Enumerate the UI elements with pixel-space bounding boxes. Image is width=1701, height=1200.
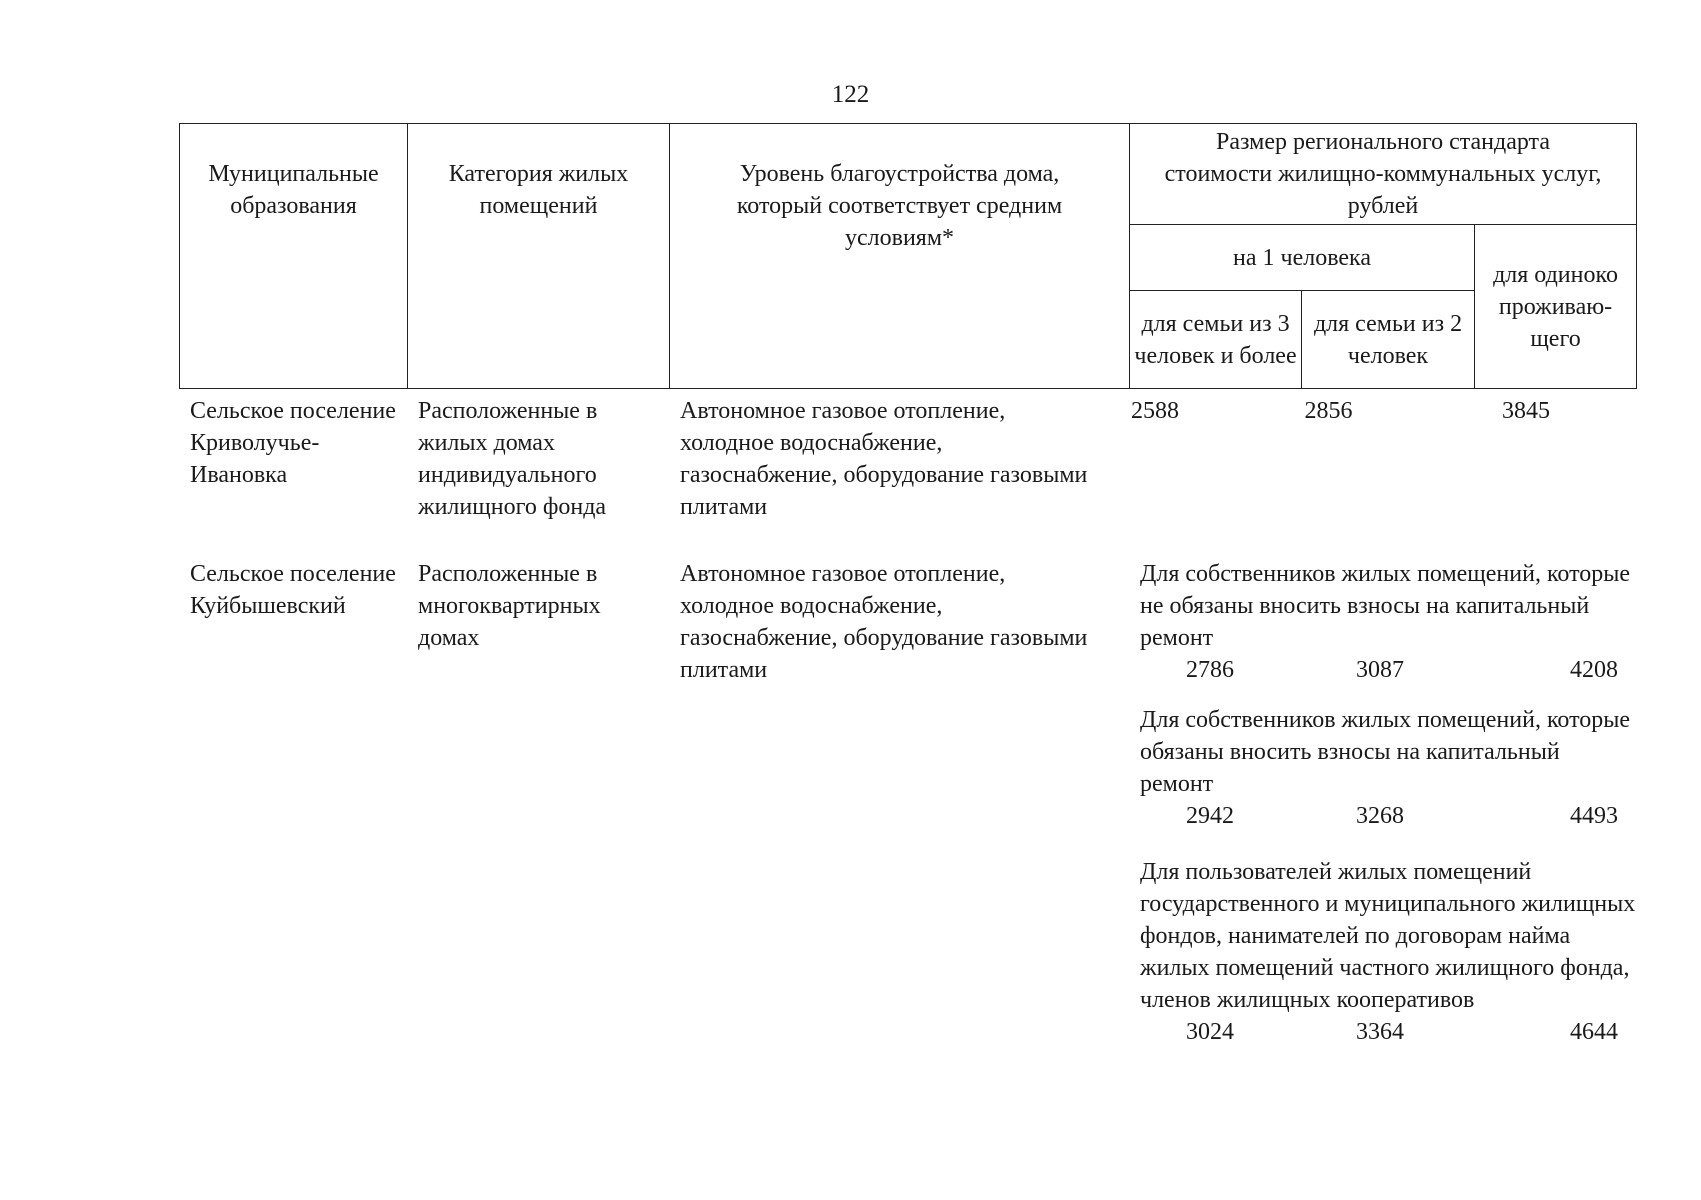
header-single-label: для одиноко проживаю-щего — [1493, 261, 1618, 352]
single-value: 3845 — [1502, 398, 1550, 424]
header-family2 — [1302, 291, 1475, 389]
tariff-values — [1140, 1016, 1636, 1048]
tariff-label: Для собственников жилых помещений, которые обязаны вносить взносы на капитальный ремонт — [1140, 707, 1631, 797]
header-level — [670, 124, 1130, 389]
tariff-values — [1140, 800, 1636, 832]
single-value: 4208 — [1570, 657, 1618, 683]
header-level-label: Уровень благоустройства дома, который соответствует средним условиям* — [736, 161, 1063, 251]
family3-value: 2786 — [1186, 657, 1234, 683]
family2-value: 2856 — [1304, 398, 1353, 424]
header-family3 — [1130, 291, 1302, 389]
municipality-cell: Сельское поселение Криволучье-Ивановка — [190, 398, 396, 488]
header-standard-group — [1130, 124, 1637, 225]
category-cell: Расположенные в жилых домах индивидуального жилищного фонда — [418, 398, 607, 520]
table-row — [179, 558, 1636, 1098]
level-cell: Автономное газовое отопление, холодное водоснабжение, газоснабжение, оборудование газовыми плитами — [680, 398, 1088, 520]
page-number: 122 — [831, 81, 870, 108]
municipality-cell: Сельское поселение Куйбышевский — [190, 561, 396, 619]
header-municipality-label: Муниципальные образования — [208, 161, 379, 219]
header-family3-label: для семьи из 3 человек и более — [1134, 310, 1297, 369]
level-cell: Автономное газовое отопление, холодное водоснабжение, газоснабжение, оборудование газовыми плитами — [680, 561, 1088, 683]
tariff-label: Для собственников жилых помещений, которые не обязаны вносить взносы на капитальный ремонт — [1140, 561, 1631, 651]
single-value: 4644 — [1570, 1019, 1618, 1045]
table-header — [179, 123, 1637, 389]
single-value: 4493 — [1570, 803, 1618, 829]
header-per-person-label: на 1 человека — [1233, 244, 1371, 271]
header-municipality — [180, 124, 408, 389]
header-per-person — [1130, 225, 1475, 291]
header-single — [1475, 225, 1637, 389]
header-category — [408, 124, 670, 389]
tariff-values — [1140, 654, 1636, 686]
family3-value: 2942 — [1186, 803, 1234, 829]
header-family2-label: для семьи из 2 человек — [1313, 310, 1463, 369]
table-body — [179, 395, 1636, 1098]
tariff-table — [179, 123, 1636, 1098]
family2-value: 3087 — [1356, 657, 1404, 683]
tariff-label: Для пользователей жилых помещений государственного и муниципального жилищных фондов, нанимателей по договорам найма жилых помещений частного жилищного фонда, членов жилищных кооперативов — [1140, 859, 1636, 1013]
tariff-block-nonobligated — [1140, 558, 1636, 686]
family2-value: 3268 — [1356, 803, 1404, 829]
table-row — [179, 395, 1636, 558]
tariff-block-tenants — [1140, 856, 1636, 1048]
header-standard-label: Размер регионального стандарта стоимости жилищно-коммунальных услуг, рублей — [1164, 129, 1602, 219]
category-cell: Расположенные в многоквартирных домах — [418, 561, 601, 651]
tariff-block-obligated — [1140, 704, 1636, 832]
family3-value: 2588 — [1131, 398, 1179, 424]
header-category-label: Категория жилых помещений — [448, 161, 629, 219]
family2-value: 3364 — [1356, 1019, 1404, 1045]
family3-value: 3024 — [1186, 1019, 1234, 1045]
